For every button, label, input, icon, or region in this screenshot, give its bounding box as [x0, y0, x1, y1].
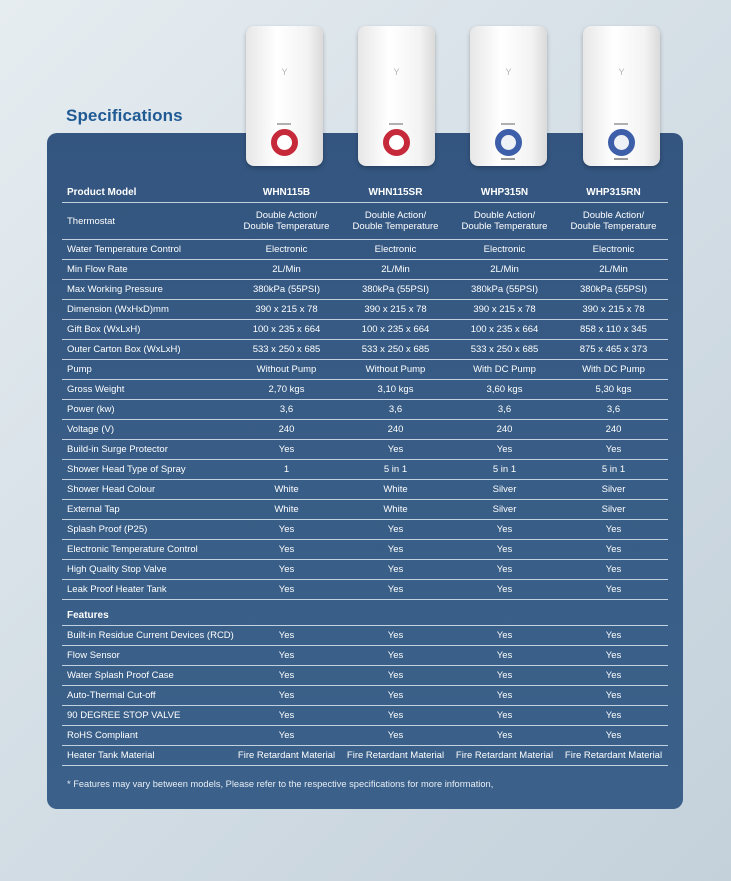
- spec-label: Water Temperature Control: [62, 240, 232, 260]
- spec-row-90-degree-stop-valve: [62, 706, 668, 726]
- spec-value: 5 in 1: [341, 460, 450, 480]
- spec-row-leak-proof-heater-tank: [62, 580, 668, 600]
- spec-value: Electronic: [450, 240, 559, 260]
- spec-label: Voltage (V): [62, 420, 232, 440]
- spec-value: Without Pump: [232, 360, 341, 380]
- spec-value: Yes: [559, 646, 668, 666]
- spec-value: 100 x 235 x 664: [232, 320, 341, 340]
- spec-value: Yes: [341, 686, 450, 706]
- spec-value: 533 x 250 x 685: [450, 340, 559, 360]
- spec-value: 2,70 kgs: [232, 380, 341, 400]
- brand-mark-icon: Y: [618, 67, 625, 77]
- spec-value: 100 x 235 x 664: [450, 320, 559, 340]
- spec-value: Yes: [341, 646, 450, 666]
- model-whp315n: WHP315N: [450, 182, 559, 203]
- spec-value: Yes: [232, 726, 341, 746]
- temperature-dial-icon: [495, 129, 522, 156]
- spec-value: Electronic: [559, 240, 668, 260]
- spec-value: Silver: [559, 500, 668, 520]
- spec-label: Outer Carton Box (WxLxH): [62, 340, 232, 360]
- spec-row-dimension-wxhxd-mm: [62, 300, 668, 320]
- spec-value: 3,6: [559, 400, 668, 420]
- section-title: Specifications: [66, 106, 183, 125]
- spec-table: [62, 182, 668, 766]
- features-heading: Features: [62, 600, 668, 626]
- spec-value: 1: [232, 460, 341, 480]
- spec-value: Yes: [450, 540, 559, 560]
- spec-row-water-temperature-control: [62, 240, 668, 260]
- spec-label: Auto-Thermal Cut-off: [62, 686, 232, 706]
- spec-label: Leak Proof Heater Tank: [62, 580, 232, 600]
- spec-value: Fire Retardant Material: [559, 746, 668, 766]
- spec-value: 3,6: [232, 400, 341, 420]
- spec-value: [559, 203, 668, 240]
- spec-row-rohs-compliant: [62, 726, 668, 746]
- spec-value: [341, 203, 450, 240]
- spec-value: 240: [450, 420, 559, 440]
- base-strip: [614, 158, 628, 160]
- spec-value: 533 x 250 x 685: [341, 340, 450, 360]
- spec-value: Without Pump: [341, 360, 450, 380]
- spec-value: 390 x 215 x 78: [450, 300, 559, 320]
- spec-value: Yes: [559, 666, 668, 686]
- spec-label: Pump: [62, 360, 232, 380]
- spec-label: Gift Box (WxLxH): [62, 320, 232, 340]
- spec-value: Yes: [559, 626, 668, 646]
- spec-value: Yes: [232, 520, 341, 540]
- spec-row-water-splash-proof-case: [62, 666, 668, 686]
- brand-strip: [501, 123, 515, 125]
- spec-value-line: Double Temperature: [570, 221, 657, 232]
- temperature-dial-icon: [383, 129, 410, 156]
- spec-value: Yes: [450, 666, 559, 686]
- spec-value: 2L/Min: [450, 260, 559, 280]
- spec-label: Built-in Residue Current Devices (RCD): [62, 626, 232, 646]
- spec-value: 390 x 215 x 78: [341, 300, 450, 320]
- spec-value: 380kPa (55PSI): [450, 280, 559, 300]
- spec-row-electronic-temperature-control: [62, 540, 668, 560]
- spec-value-line: Double Action/: [364, 210, 427, 221]
- spec-value: Silver: [450, 500, 559, 520]
- spec-value: Electronic: [341, 240, 450, 260]
- spec-value: With DC Pump: [559, 360, 668, 380]
- spec-value-line: Double Action/: [255, 210, 318, 221]
- spec-value: Yes: [450, 706, 559, 726]
- spec-row-shower-head-type-of-spray: [62, 460, 668, 480]
- spec-value: Fire Retardant Material: [341, 746, 450, 766]
- spec-label: Shower Head Type of Spray: [62, 460, 232, 480]
- spec-label: Electronic Temperature Control: [62, 540, 232, 560]
- product-image-whp315rn: [583, 26, 660, 166]
- spec-value: 380kPa (55PSI): [559, 280, 668, 300]
- model-whn115sr: WHN115SR: [341, 182, 450, 203]
- spec-value: Yes: [341, 580, 450, 600]
- temperature-dial-icon: [271, 129, 298, 156]
- spec-label: High Quality Stop Valve: [62, 560, 232, 580]
- spec-value: Yes: [559, 706, 668, 726]
- spec-value: Yes: [341, 520, 450, 540]
- spec-value: Yes: [232, 666, 341, 686]
- spec-row-external-tap: [62, 500, 668, 520]
- spec-value: Yes: [450, 646, 559, 666]
- brand-mark-icon: Y: [393, 67, 400, 77]
- spec-value: Yes: [232, 580, 341, 600]
- spec-value: 3,6: [450, 400, 559, 420]
- spec-value: Yes: [450, 560, 559, 580]
- spec-value: 3,10 kgs: [341, 380, 450, 400]
- spec-value: 240: [232, 420, 341, 440]
- features-section-row: [62, 600, 668, 626]
- spec-row-auto-thermal-cut-off: [62, 686, 668, 706]
- brand-strip: [277, 123, 291, 125]
- spec-label: External Tap: [62, 500, 232, 520]
- spec-value-line: Double Temperature: [461, 221, 548, 232]
- spec-label: 90 DEGREE STOP VALVE: [62, 706, 232, 726]
- spec-value: Yes: [559, 520, 668, 540]
- spec-value: Yes: [232, 686, 341, 706]
- product-image-whp315n: [470, 26, 547, 166]
- spec-value: 2L/Min: [341, 260, 450, 280]
- spec-value-line: Double Action/: [473, 210, 536, 221]
- spec-row-splash-proof-p25: [62, 520, 668, 540]
- spec-value: 390 x 215 x 78: [559, 300, 668, 320]
- spec-value: 2L/Min: [559, 260, 668, 280]
- spec-value: Yes: [559, 540, 668, 560]
- spec-value-line: Double Temperature: [243, 221, 330, 232]
- spec-label: Power (kw): [62, 400, 232, 420]
- spec-row-min-flow-rate: [62, 260, 668, 280]
- spec-value: Yes: [341, 540, 450, 560]
- spec-value: 3,6: [341, 400, 450, 420]
- spec-label: Heater Tank Material: [62, 746, 232, 766]
- spec-value: Yes: [232, 440, 341, 460]
- spec-row-gross-weight: [62, 380, 668, 400]
- spec-value: [450, 203, 559, 240]
- spec-value: White: [232, 480, 341, 500]
- spec-value: 5,30 kgs: [559, 380, 668, 400]
- base-strip: [501, 158, 515, 160]
- table-header-row: [62, 182, 668, 203]
- spec-value-line: Double Temperature: [352, 221, 439, 232]
- spec-value: 858 x 110 x 345: [559, 320, 668, 340]
- spec-value: White: [232, 500, 341, 520]
- spec-value: [232, 203, 341, 240]
- spec-value: Yes: [559, 580, 668, 600]
- spec-value: 2L/Min: [232, 260, 341, 280]
- spec-value: Yes: [341, 726, 450, 746]
- spec-value: 380kPa (55PSI): [232, 280, 341, 300]
- spec-value: 5 in 1: [559, 460, 668, 480]
- header-label: Product Model: [62, 182, 232, 203]
- spec-label: Flow Sensor: [62, 646, 232, 666]
- brand-mark-icon: Y: [505, 67, 512, 77]
- spec-value: White: [341, 480, 450, 500]
- spec-value: 875 x 465 x 373: [559, 340, 668, 360]
- spec-value: Yes: [341, 440, 450, 460]
- spec-value: Silver: [559, 480, 668, 500]
- spec-value: Yes: [450, 686, 559, 706]
- brand-strip: [389, 123, 403, 125]
- spec-label: Build-in Surge Protector: [62, 440, 232, 460]
- spec-row-max-working-pressure: [62, 280, 668, 300]
- product-image-whn115sr: [358, 26, 435, 166]
- spec-value: Yes: [450, 626, 559, 646]
- spec-value: Yes: [232, 626, 341, 646]
- spec-row-pump: [62, 360, 668, 380]
- product-image-whn115b: [246, 26, 323, 166]
- spec-value: Fire Retardant Material: [450, 746, 559, 766]
- spec-label: Splash Proof (P25): [62, 520, 232, 540]
- spec-label: Thermostat: [62, 203, 232, 240]
- spec-row-thermostat: [62, 203, 668, 240]
- spec-value: Silver: [450, 480, 559, 500]
- spec-row-power-kw: [62, 400, 668, 420]
- spec-value: Yes: [559, 560, 668, 580]
- spec-row-voltage-v: [62, 420, 668, 440]
- spec-value: Yes: [341, 626, 450, 646]
- spec-label: Gross Weight: [62, 380, 232, 400]
- spec-value: 3,60 kgs: [450, 380, 559, 400]
- spec-value: Yes: [232, 560, 341, 580]
- spec-row-built-in-residue-current-devices-rcd: [62, 626, 668, 646]
- spec-label: RoHS Compliant: [62, 726, 232, 746]
- spec-label: Shower Head Colour: [62, 480, 232, 500]
- spec-value: 100 x 235 x 664: [341, 320, 450, 340]
- spec-value: Yes: [450, 520, 559, 540]
- model-whn115b: WHN115B: [232, 182, 341, 203]
- spec-value: 5 in 1: [450, 460, 559, 480]
- spec-row-high-quality-stop-valve: [62, 560, 668, 580]
- footnote: * Features may vary between models, Please refer to the respective specifications for more information,: [67, 779, 494, 789]
- spec-value: Yes: [232, 540, 341, 560]
- spec-value: 240: [341, 420, 450, 440]
- spec-row-shower-head-colour: [62, 480, 668, 500]
- spec-row-gift-box-wxlxh: [62, 320, 668, 340]
- spec-label: Dimension (WxHxD)mm: [62, 300, 232, 320]
- spec-value-line: Double Action/: [582, 210, 645, 221]
- spec-value: Fire Retardant Material: [232, 746, 341, 766]
- spec-row-flow-sensor: [62, 646, 668, 666]
- spec-value: Yes: [559, 686, 668, 706]
- spec-value: Yes: [341, 560, 450, 580]
- spec-row-outer-carton-box-wxlxh: [62, 340, 668, 360]
- brand-strip: [614, 123, 628, 125]
- spec-value: 533 x 250 x 685: [232, 340, 341, 360]
- spec-label: Max Working Pressure: [62, 280, 232, 300]
- spec-value: 240: [559, 420, 668, 440]
- spec-value: Yes: [232, 706, 341, 726]
- spec-label: Water Splash Proof Case: [62, 666, 232, 686]
- spec-value: Yes: [341, 666, 450, 686]
- spec-value: Yes: [232, 646, 341, 666]
- temperature-dial-icon: [608, 129, 635, 156]
- spec-value: Yes: [559, 726, 668, 746]
- spec-value: White: [341, 500, 450, 520]
- spec-value: Yes: [559, 440, 668, 460]
- spec-value: 390 x 215 x 78: [232, 300, 341, 320]
- spec-value: With DC Pump: [450, 360, 559, 380]
- spec-value: Yes: [450, 580, 559, 600]
- spec-value: 380kPa (55PSI): [341, 280, 450, 300]
- spec-value: Yes: [341, 706, 450, 726]
- spec-row-build-in-surge-protector: [62, 440, 668, 460]
- spec-value: Yes: [450, 440, 559, 460]
- model-whp315rn: WHP315RN: [559, 182, 668, 203]
- spec-value: Yes: [450, 726, 559, 746]
- brand-mark-icon: Y: [281, 67, 288, 77]
- spec-label: Min Flow Rate: [62, 260, 232, 280]
- spec-value: Electronic: [232, 240, 341, 260]
- spec-row-heater-tank-material: [62, 746, 668, 766]
